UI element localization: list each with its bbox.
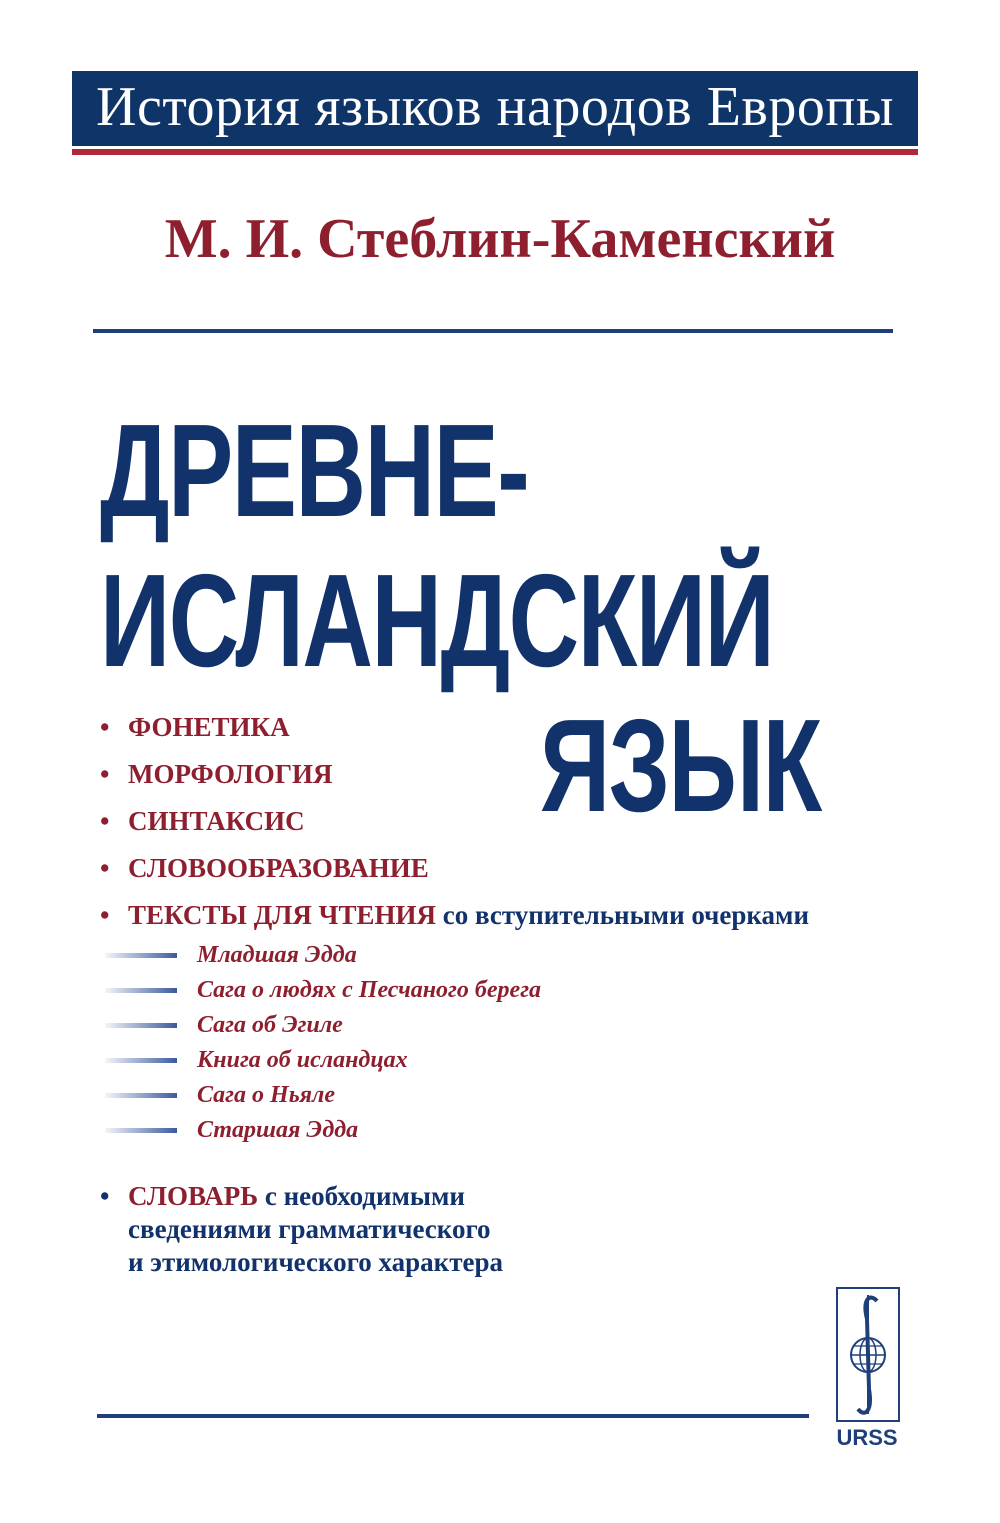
contents-item: • ФОНЕТИКА bbox=[100, 712, 290, 742]
divider-bottom bbox=[97, 1414, 809, 1418]
reading-texts-list bbox=[105, 938, 541, 1148]
dash-decoration bbox=[105, 1023, 177, 1028]
book-title-line-1: ДРЕВНЕ- bbox=[100, 397, 529, 544]
publisher-name: URSS bbox=[836, 1425, 898, 1450]
dash-decoration bbox=[105, 1128, 177, 1133]
dictionary-note: • СЛОВАРЬ с необходимыми сведениями грамматического и этимологического характера bbox=[100, 1181, 503, 1277]
dash-decoration bbox=[105, 1058, 177, 1063]
series-banner bbox=[72, 71, 918, 155]
series-title: История языков народов Европы bbox=[96, 76, 894, 138]
dash-decoration bbox=[105, 988, 177, 993]
dash-decoration bbox=[105, 953, 177, 958]
contents-item: • СИНТАКСИС bbox=[100, 806, 305, 836]
reading-text-item: Сага об Эгиле bbox=[105, 1008, 541, 1043]
contents-item: • МОРФОЛОГИЯ bbox=[100, 759, 333, 789]
reading-text-item: Сага о Ньяле bbox=[105, 1078, 541, 1113]
contents-list bbox=[100, 704, 809, 939]
banner-red-stripe bbox=[72, 149, 918, 155]
contents-item: • СЛОВООБРАЗОВАНИЕ bbox=[100, 853, 429, 883]
reading-text-item: Сага о людях с Песчаного берега bbox=[105, 973, 541, 1008]
reading-text-item: Младшая Эдда bbox=[105, 938, 541, 973]
divider-top bbox=[93, 329, 893, 333]
contents-item: • ТЕКСТЫ ДЛЯ ЧТЕНИЯ со вступительными очерками bbox=[100, 900, 809, 930]
reading-text-item: Старшая Эдда bbox=[105, 1113, 541, 1148]
author-name: М. И. Стеблин-Каменский bbox=[164, 208, 836, 270]
book-title-line-2: ИСЛАНДСКИЙ bbox=[100, 547, 774, 694]
dash-decoration bbox=[105, 1093, 177, 1098]
urss-globe-integral-icon bbox=[836, 1287, 900, 1422]
book-title-line-3: ЯЗЫК bbox=[540, 692, 821, 839]
reading-text-item: Книга об исландцах bbox=[105, 1043, 541, 1078]
